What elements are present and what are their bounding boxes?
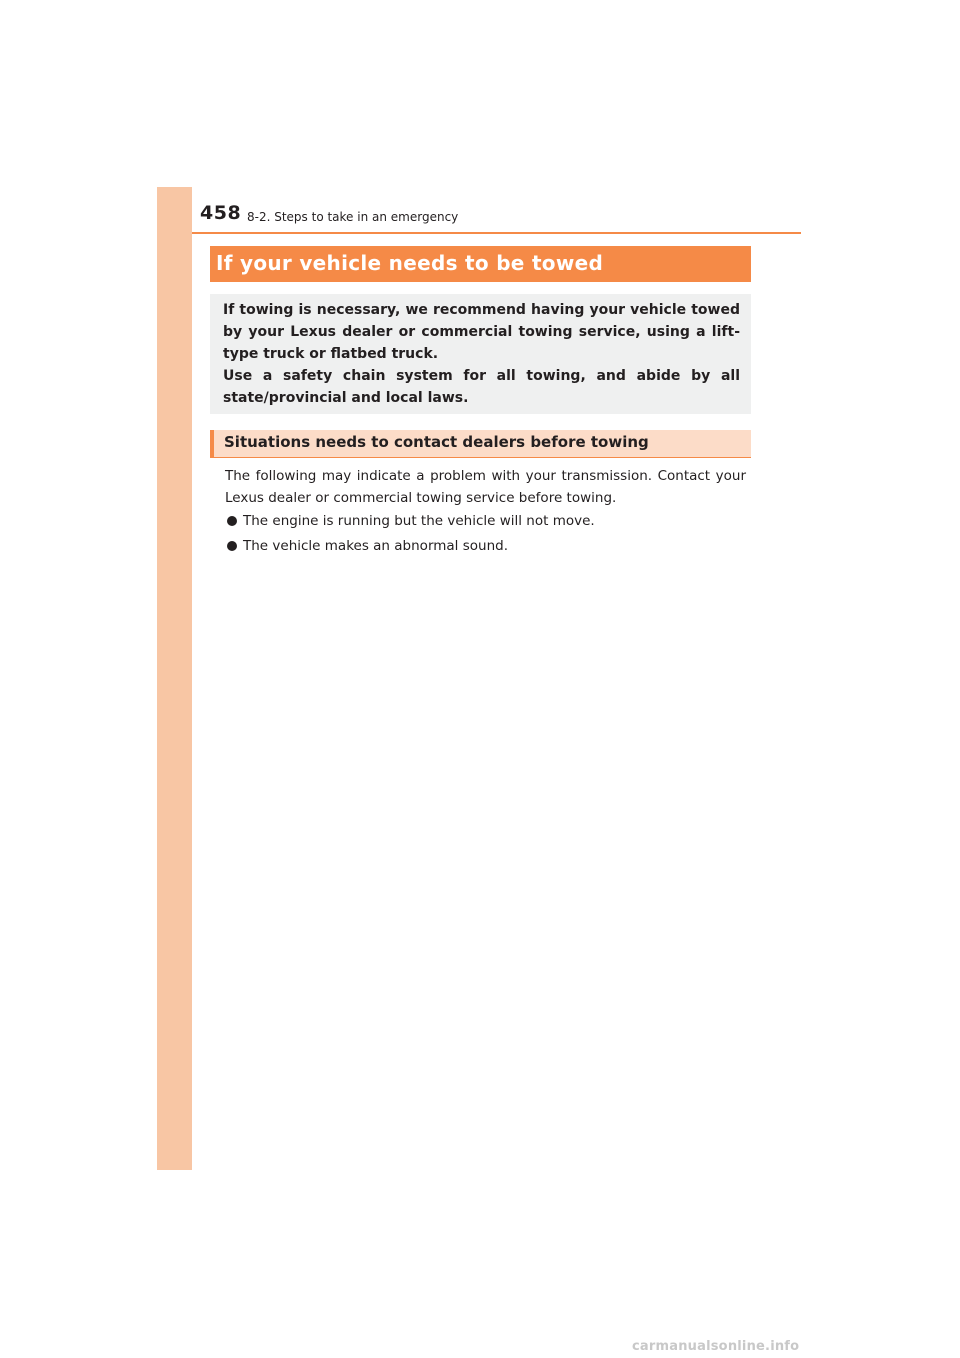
header-rule	[192, 232, 801, 234]
section-title-bar	[210, 246, 751, 282]
bullet-item	[225, 535, 746, 557]
bullet-dot-icon	[227, 541, 237, 551]
chapter-tab-strip	[157, 187, 192, 1170]
intro-box	[210, 294, 751, 414]
page-number: 458	[200, 202, 242, 224]
body-paragraph: The following may indicate a problem with your transmission. Contact your Lexus dealer or commercial towing service before towing.	[225, 468, 746, 506]
running-head: 8-2. Steps to take in an emergency	[247, 210, 459, 224]
watermark: carmanualsonline.info	[632, 1339, 800, 1354]
intro-paragraph: Use a safety chain system for all towing, and abide by all state/provincial and local laws.	[223, 368, 740, 406]
section-title: If your vehicle needs to be towed	[216, 251, 604, 275]
bullet-text: The engine is running but the vehicle will not move.	[243, 513, 595, 529]
bullet-text: The vehicle makes an abnormal sound.	[243, 538, 508, 554]
intro-paragraph: If towing is necessary, we recommend having your vehicle towed by your Lexus dealer or commercial towing service, using a lift-type truck or flatbed truck.	[223, 302, 740, 362]
bullet-dot-icon	[227, 516, 237, 526]
bullet-item	[225, 510, 746, 532]
subsection-title-bar	[210, 430, 751, 458]
subsection-title: Situations needs to contact dealers before towing	[224, 433, 649, 451]
